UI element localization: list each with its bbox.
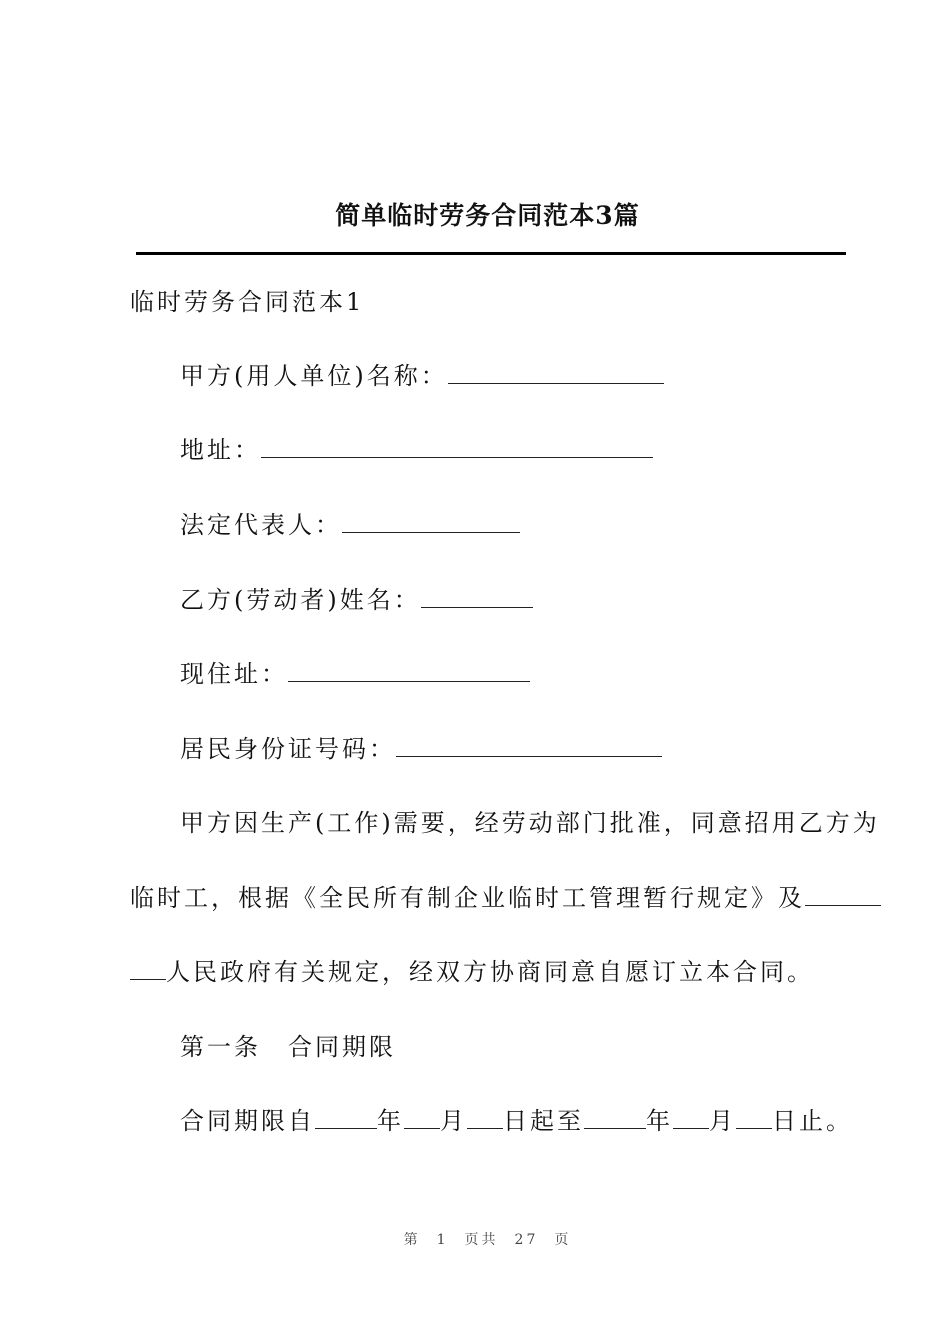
footer-page-number: 1 [436,1232,449,1248]
end-year-label: 年 [646,1107,673,1135]
paragraph1-line3-row [130,952,814,987]
start-month-blank[interactable] [404,1106,440,1129]
party-b-name-blank[interactable] [421,585,533,608]
paragraph1-line2: 临时工，根据《全民所有制企业临时工管理暂行规定》及 [130,884,805,912]
start-day-label: 日起至 [503,1107,584,1135]
end-year-blank[interactable] [584,1106,646,1129]
section-heading: 临时劳务合同范本1 [130,288,365,316]
start-day-blank[interactable] [467,1106,503,1129]
current-address-row [180,654,530,689]
party-a-name-label: 甲方(用人单位)名称： [180,362,448,390]
end-month-blank[interactable] [673,1106,709,1129]
address-blank[interactable] [261,435,653,458]
id-number-label: 居民身份证号码： [180,735,396,763]
current-address-label: 现住址： [180,660,288,688]
end-month-label: 月 [709,1107,736,1135]
current-address-blank[interactable] [288,659,530,682]
page-footer [0,1229,950,1249]
document-title: 简单临时劳务合同范本3篇 [335,201,640,230]
id-number-row [180,729,662,764]
address-label: 地址： [180,436,261,464]
end-day-label: 日止。 [772,1107,853,1135]
government-name-blank-cont[interactable] [130,957,166,980]
title-rule [136,252,846,255]
article1-heading: 第一条 合同期限 [180,1033,396,1061]
footer-page-label: 第 [403,1232,421,1248]
start-year-label: 年 [377,1107,404,1135]
paragraph1-line1: 甲方因生产(工作)需要，经劳动部门批准，同意招用乙方为 [180,809,880,837]
start-month-label: 月 [440,1107,467,1135]
party-a-name-blank[interactable] [448,361,664,384]
id-number-blank[interactable] [396,734,662,757]
article1-text-row [180,1101,853,1136]
party-b-name-label: 乙方(劳动者)姓名： [180,586,421,614]
legal-rep-row [180,505,520,540]
address-row [180,430,653,465]
footer-page-mid: 页共 [464,1232,499,1248]
contract-term-prefix: 合同期限自 [180,1107,315,1135]
footer-page-end: 页 [554,1232,572,1248]
start-year-blank[interactable] [315,1106,377,1129]
party-a-name-row [180,356,664,391]
legal-rep-blank[interactable] [342,510,520,533]
legal-rep-label: 法定代表人： [180,511,342,539]
paragraph1-line2-row [130,878,881,913]
end-day-blank[interactable] [736,1106,772,1129]
footer-total-pages: 27 [514,1232,539,1248]
paragraph1-line3: 人民政府有关规定，经双方协商同意自愿订立本合同。 [166,958,814,986]
party-b-name-row [180,580,533,615]
government-name-blank[interactable] [805,883,881,906]
